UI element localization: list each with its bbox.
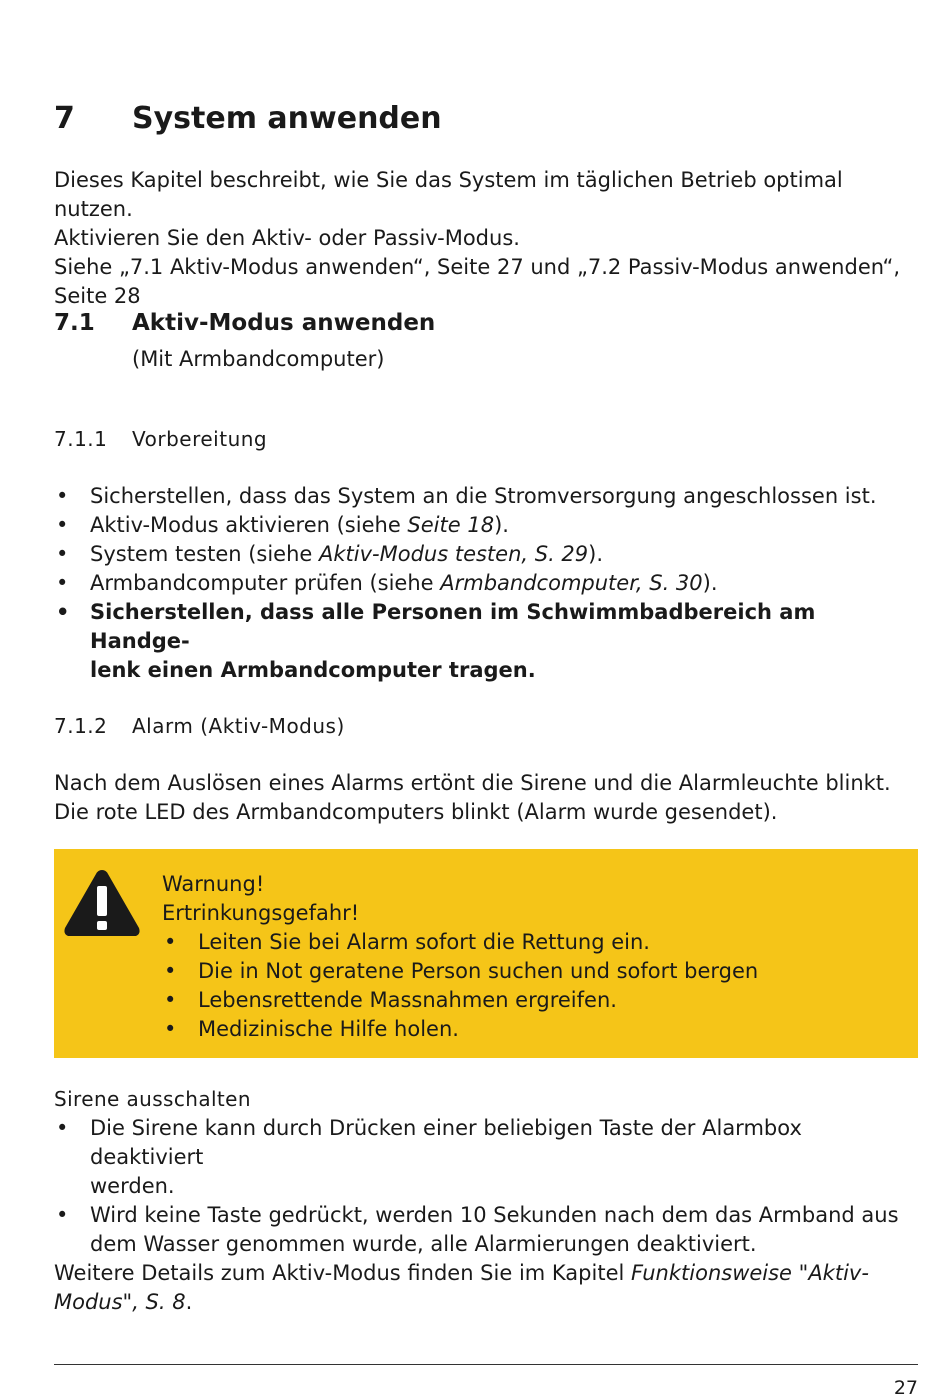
warning-content — [162, 870, 910, 1044]
footer-rule — [54, 1364, 918, 1365]
intro-line: Aktivieren Sie den Aktiv- oder Passiv-Modus. — [54, 226, 520, 250]
bullet-icon: • — [164, 988, 177, 1012]
subsection-number: 7.1.2 — [54, 714, 108, 738]
list-item — [54, 569, 910, 598]
bullet-icon: • — [56, 600, 70, 624]
list-item-text: Wird keine Taste gedrückt, werden 10 Sekunden nach dem das Armband aus — [90, 1203, 899, 1227]
subsection-heading-alarm — [54, 712, 345, 741]
list-item — [54, 540, 910, 569]
details-line — [54, 1288, 910, 1317]
list-item-text: ). — [702, 571, 718, 595]
chapter-reference-link[interactable]: Modus", S. 8 — [54, 1290, 186, 1314]
bullet-icon: • — [164, 959, 177, 983]
alarm-line: Nach dem Auslösen eines Alarms ertönt die Sirene und die Alarmleuchte blinkt. — [54, 771, 891, 795]
siren-heading: Sirene ausschalten — [54, 1087, 251, 1111]
bullet-icon: • — [164, 930, 177, 954]
details-paragraph — [54, 1259, 910, 1317]
list-item-text: Sicherstellen, dass das System an die Stromversorgung angeschlossen ist. — [90, 484, 877, 508]
bullet-icon: • — [56, 1203, 69, 1227]
chapter-title: System anwenden — [132, 101, 442, 136]
section-heading — [54, 309, 435, 338]
page-reference-link[interactable]: Seite 18 — [407, 513, 495, 537]
preparation-list — [54, 482, 910, 685]
list-item-text: lenk einen Armbandcomputer tragen. — [90, 658, 536, 682]
section-title: Aktiv-Modus anwenden — [132, 310, 436, 336]
preparation-list-container — [54, 482, 910, 685]
list-item-text: ). — [588, 542, 604, 566]
list-item — [162, 1015, 910, 1044]
bullet-icon: • — [56, 513, 69, 537]
chapter-reference-link[interactable]: Funktionsweise "Aktiv- — [631, 1261, 869, 1285]
list-item-text: Die in Not geratene Person suchen und sofort bergen — [198, 959, 759, 983]
list-item-text: System testen (siehe — [90, 542, 320, 566]
bullet-icon: • — [56, 1116, 69, 1140]
bullet-icon: • — [56, 484, 69, 508]
section-number: 7.1 — [54, 310, 95, 336]
warning-triangle-icon — [62, 866, 142, 940]
bullet-icon: • — [56, 571, 69, 595]
list-item-text: dem Wasser genommen wurde, alle Alarmierungen deaktiviert. — [90, 1232, 757, 1256]
page-reference-link[interactable]: Armbandcomputer, S. 30 — [440, 571, 703, 595]
chapter-number: 7 — [54, 101, 75, 136]
list-item-text: werden. — [90, 1174, 175, 1198]
siren-list — [54, 1114, 910, 1259]
intro-line: Dieses Kapitel beschreibt, wie Sie das System im täglichen Betrieb optimal nutzen. — [54, 168, 843, 221]
warning-subtitle: Ertrinkungsgefahr! — [162, 901, 360, 925]
warning-title: Warnung! — [162, 872, 265, 896]
list-item-text: ). — [494, 513, 509, 537]
list-item — [54, 1201, 910, 1259]
intro-line: Seite 28 — [54, 284, 141, 308]
list-item-text: Leiten Sie bei Alarm sofort die Rettung ein. — [198, 930, 650, 954]
details-text: . — [185, 1290, 193, 1314]
section-subtitle: (Mit Armbandcomputer) — [132, 347, 385, 371]
alarm-line: Die rote LED des Armbandcomputers blinkt (Alarm wurde gesendet). — [54, 800, 778, 824]
list-item-text: Medizinische Hilfe holen. — [198, 1017, 459, 1041]
list-item — [54, 1114, 910, 1201]
list-item-text: Die Sirene kann durch Drücken einer beliebigen Taste der Alarmbox deaktiviert — [90, 1116, 802, 1169]
page-reference-link[interactable]: Aktiv-Modus testen, S. 29 — [319, 542, 589, 566]
subsection-title: Vorbereitung — [132, 427, 268, 451]
list-item — [162, 957, 910, 986]
alarm-paragraph — [54, 769, 910, 827]
list-item-text: Aktiv-Modus aktivieren (siehe — [90, 513, 408, 537]
chapter-heading — [54, 100, 442, 138]
list-item-text: Armbandcomputer prüfen (siehe — [90, 571, 441, 595]
details-line — [54, 1259, 910, 1288]
siren-section — [54, 1085, 910, 1259]
bullet-icon: • — [164, 1017, 177, 1041]
intro-line: Siehe „7.1 Aktiv-Modus anwenden“, Seite 27 und „7.2 Passiv-Modus anwenden“, — [54, 255, 901, 279]
list-item — [54, 482, 910, 511]
list-item-important — [54, 598, 910, 685]
list-item — [162, 928, 910, 957]
list-item — [162, 986, 910, 1015]
bullet-icon: • — [56, 542, 69, 566]
list-item-text: Lebensrettende Massnahmen ergreifen. — [198, 988, 617, 1012]
details-text: Weitere Details zum Aktiv-Modus finden Sie im Kapitel — [54, 1261, 632, 1285]
subsection-heading-preparation — [54, 425, 267, 454]
list-item-text: Sicherstellen, dass alle Personen im Schwimmbadbereich am Handge- — [90, 600, 816, 653]
page-number: 27 — [893, 1377, 918, 1399]
subsection-title: Alarm (Aktiv-Modus) — [132, 714, 345, 738]
list-item — [54, 511, 910, 540]
warning-list — [162, 928, 910, 1044]
intro-paragraph — [54, 166, 910, 311]
subsection-number: 7.1.1 — [54, 427, 108, 451]
